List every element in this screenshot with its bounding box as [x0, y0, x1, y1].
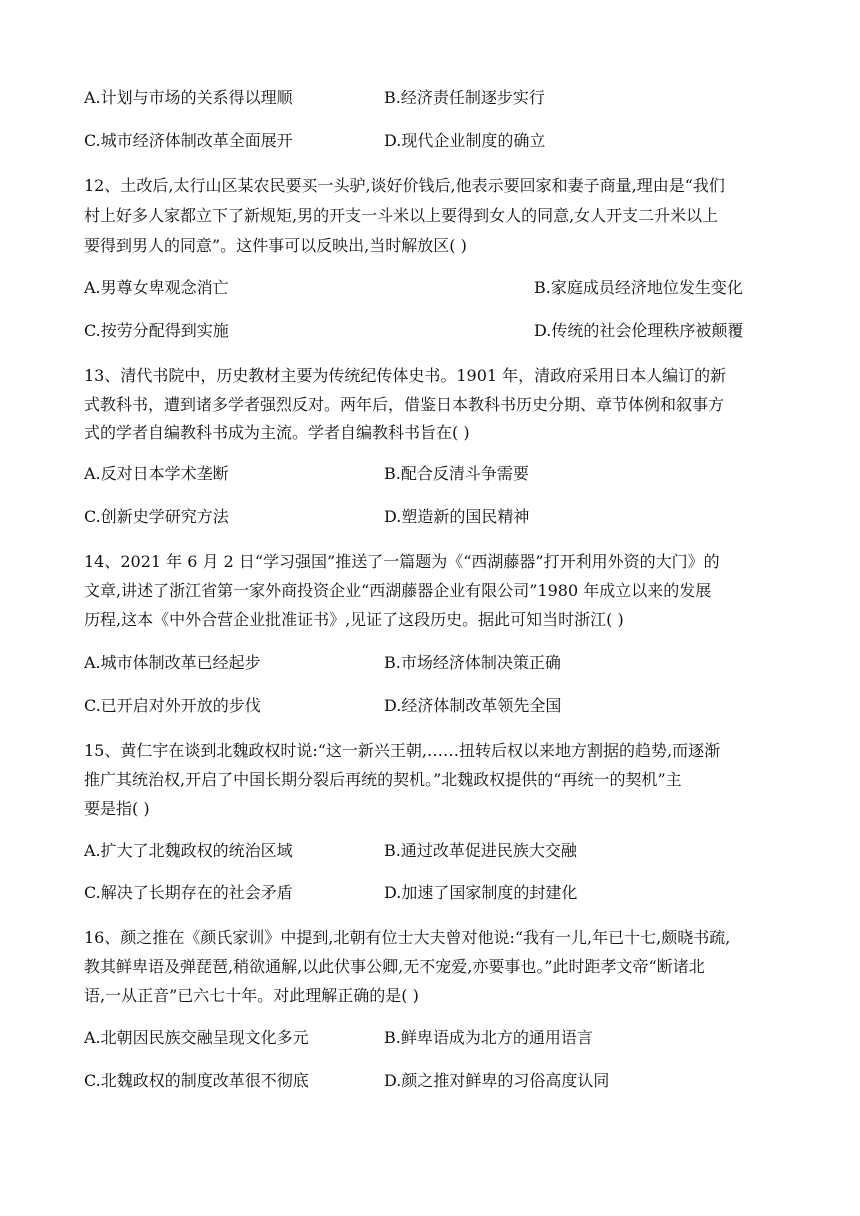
- q15-option-c: C.解决了长期存在的社会矛盾: [84, 883, 293, 902]
- q16-option-a: A.北朝因民族交融呈现文化多元: [84, 1028, 309, 1047]
- q12-option-b: B.家庭成员经济地位发生变化: [534, 278, 743, 297]
- q12-option-d: D.传统的社会伦理秩序被颠覆: [534, 321, 744, 340]
- q15-option-a: A.扩大了北魏政权的统治区域: [84, 841, 293, 860]
- q13-option-c: C.创新史学研究方法: [84, 507, 229, 526]
- q15-stem-line-1: 15、黄仁宇在谈到北魏政权时说:“这一新兴王朝,……扭转后权以来地方割据的趋势,而逐渐: [84, 741, 721, 760]
- q13-option-d: D.塑造新的国民精神: [384, 507, 530, 526]
- q12-option-a: A.男尊女卑观念消亡: [84, 278, 229, 297]
- q16-option-c: C.北魏政权的制度改革很不彻底: [84, 1071, 309, 1090]
- q14-option-d: D.经济体制改革领先全国: [384, 696, 562, 715]
- q13-stem-line-1: 13、清代书院中，历史教材主要为传统纪传体史书。1901 年，清政府采用日本人编订的新: [84, 366, 727, 385]
- q16-stem-line-3: 语,一从正音”已六七十年。对此理解正确的是( ): [84, 986, 419, 1005]
- q16-option-d: D.颜之推对鲜卑的习俗高度认同: [384, 1071, 610, 1090]
- q14-option-c: C.已开启对外开放的步伐: [84, 696, 261, 715]
- q11-option-d: D.现代企业制度的确立: [384, 131, 546, 150]
- q12-stem-line-1: 12、土改后,太行山区某农民要买一头驴,谈好价钱后,他表示要回家和妻子商量,理由是“我们: [84, 176, 725, 195]
- q12-stem-line-2: 村上好多人家都立下了新规矩,男的开支一斗米以上要得到女人的同意,女人开支二升米以上: [84, 206, 719, 225]
- q15-stem-line-3: 要是指( ): [84, 799, 150, 818]
- q12-stem-line-3: 要得到男人的同意”。这件事可以反映出,当时解放区( ): [84, 236, 467, 255]
- q11-option-a: A.计划与市场的关系得以理顺: [84, 88, 293, 107]
- q16-stem-line-2: 教其鲜卑语及弹琵琶,稍欲通解,以此伏事公卿,无不宠爱,亦要事也。”此时距孝文帝“断诸北: [84, 957, 705, 976]
- q14-stem-line-2: 文章,讲述了浙江省第一家外商投资企业“西湖藤器企业有限公司”1980 年成立以来的发展: [84, 581, 712, 600]
- q16-option-b: B.鲜卑语成为北方的通用语言: [384, 1028, 593, 1047]
- q13-option-a: A.反对日本学术垄断: [84, 464, 229, 483]
- q13-stem-line-2: 式教科书，遭到诸多学者强烈反对。两年后，借鉴日本教科书历史分期、章节体例和叙事方: [84, 395, 725, 414]
- q14-stem-line-3: 历程,这本《中外合营企业批准证书》,见证了这段历史。据此可知当时浙江( ): [84, 610, 624, 629]
- q14-stem-line-1: 14、2021 年 6 月 2 日“学习强国”推送了一篇题为《“西湖藤器”打开利用外资的大门》的: [84, 552, 720, 571]
- q15-option-d: D.加速了国家制度的封建化: [384, 883, 578, 902]
- q15-option-b: B.通过改革促进民族大交融: [384, 841, 577, 860]
- q15-stem-line-2: 推广其统治权,开启了中国长期分裂后再统的契机。”北魏政权提供的“再统一的契机”主: [84, 770, 682, 789]
- q12-option-c: C.按劳分配得到实施: [84, 321, 229, 340]
- q11-option-c: C.城市经济体制改革全面展开: [84, 131, 293, 150]
- q14-option-b: B.市场经济体制决策正确: [384, 653, 561, 672]
- q13-stem-line-3: 式的学者自编教科书成为主流。学者自编教科书旨在( ): [84, 423, 470, 442]
- q14-option-a: A.城市体制改革已经起步: [84, 653, 261, 672]
- q11-option-b: B.经济责任制逐步实行: [384, 88, 545, 107]
- q13-option-b: B.配合反清斗争需要: [384, 464, 529, 483]
- q16-stem-line-1: 16、颜之推在《颜氏家训》中提到,北朝有位士大夫曾对他说:“我有一儿,年已十七,颇晓书疏,: [84, 928, 731, 947]
